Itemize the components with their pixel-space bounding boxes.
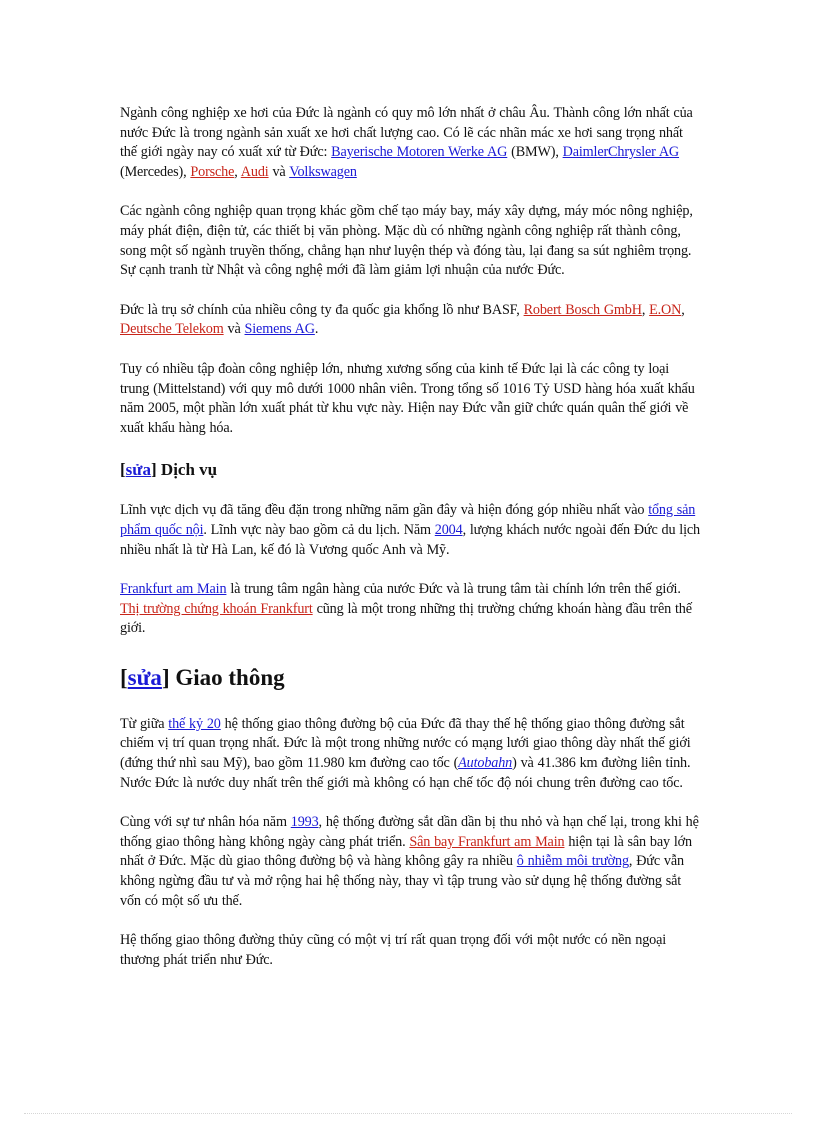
link-gdp[interactable]: tổng sản phẩm quốc nội <box>120 502 696 538</box>
text: và <box>268 163 290 180</box>
text: hệ thống giao thông đường bộ của Đức đã thay thế hệ thống giao thông đường sắt chiếm vị trí quan trọng nhất. Đức là một trong những nước có mạng lưới giao thông dày nhất thế giới (đứng thứ nhì sau Mỹ), bao gồm 11.980 km đường cao tốc ( <box>120 715 691 772</box>
text: , <box>234 163 241 180</box>
text: , Đức vẫn không ngừng đầu tư và mở rộng hai hệ thống này, thay vì tập trung vào sử dụng hệ thống đường sắt vốn có một số ưu thế. <box>120 853 684 909</box>
link-audi[interactable]: Audi <box>240 163 269 180</box>
text: Đức là trụ sở chính của nhiều công ty đa quốc gia khổng lồ như BASF, <box>120 301 524 318</box>
link-frankfurt-am-main[interactable]: Frankfurt am Main <box>120 581 227 598</box>
text: , <box>681 301 685 318</box>
link-pollution[interactable]: ô nhiễm môi trường <box>516 853 629 870</box>
text: là trung tâm ngân hàng của nước Đức và là trung tâm tài chính lớn trên thế giới. <box>226 581 681 598</box>
link-bmw[interactable]: Bayerische Motoren Werke AG <box>331 144 508 161</box>
paragraph-road-transport <box>120 715 700 793</box>
text: (Mercedes), <box>120 163 191 180</box>
text: , hệ thống đường sắt dần dần bị thu nhỏ và hạn chế lại, trong khi hệ thống giao thông hàng không ngày càng phát triển. <box>120 814 699 850</box>
link-frankfurt-stock-exchange[interactable]: Thị trường chứng khoán Frankfurt <box>120 600 313 617</box>
heading-services: [sửa] Dịch vụ <box>120 460 218 480</box>
text: , lượng khách nước ngoài đến Đức du lịch nhiều nhất là từ Hà Lan, kế đó là Vương quốc Anh và Mỹ. <box>120 521 700 558</box>
link-robert-bosch[interactable]: Robert Bosch GmbH <box>523 301 642 318</box>
link-20th-century[interactable]: thế kỷ 20 <box>168 715 221 732</box>
link-eon[interactable]: E.ON <box>649 301 682 318</box>
paragraph-rail-air <box>120 813 700 911</box>
link-2004[interactable]: 2004 <box>434 521 463 538</box>
text: ) và 41.386 km đường liên tỉnh. Nước Đức là nước duy nhất trên thế giới mà không có hạn chế tốc độ nói chung trên đường cao tốc. <box>120 755 691 791</box>
text: và <box>223 321 245 338</box>
text: hiện tại là sân bay lớn nhất ở Đức. Mặc dù giao thông đường bộ và hàng không gây ra nhiều <box>120 833 692 870</box>
link-porsche[interactable]: Porsche <box>190 163 235 180</box>
text: Ngành công nghiệp xe hơi của Đức là ngành có quy mô lớn nhất ở châu Âu. Thành công lớn nhất của nước Đức là trong ngành sản xuất xe hơi chất lượng cao. Có lẽ các nhãn mác xe hơi sang trọng nhất thế giới ngày nay có xuất xứ từ Đức: <box>120 105 693 161</box>
heading-transport: [sửa] Giao thông <box>120 664 285 690</box>
link-deutsche-telekom[interactable]: Deutsche Telekom <box>120 321 224 338</box>
edit-link-transport[interactable]: sửa <box>127 664 162 690</box>
text: (BMW), <box>507 144 563 161</box>
link-daimlerchrysler[interactable]: DaimlerChrysler AG <box>562 144 680 161</box>
text: Cùng với sự tư nhân hóa năm <box>120 814 291 831</box>
link-frankfurt-airport[interactable]: Sân bay Frankfurt am Main <box>409 833 565 850</box>
paragraph-mittelstand: Tuy có nhiều tập đoàn công nghiệp lớn, nhưng xương sống của kinh tế Đức lại là các công ty loại trung (Mittelstand) với quy mô dưới 1000 nhân viên. Trong tổng số 1016 Tỷ USD hàng hóa xuất khẩu năm 2005, một phần lớn xuất phát từ khu vực này. Hiện nay Đức vẫn giữ chức quán quân thế giới về xuất khẩu hàng hóa. <box>120 360 695 436</box>
page-bottom-divider <box>24 1113 792 1114</box>
paragraph-services <box>120 501 700 560</box>
text: . Lĩnh vực này bao gồm cả du lịch. Năm <box>203 521 435 538</box>
link-siemens[interactable]: Siemens AG <box>244 321 315 338</box>
edit-link-services[interactable]: sửa <box>125 460 151 480</box>
heading-services-text: Dịch vụ <box>160 460 218 480</box>
text: cũng là một trong những thị trường chứng khoán hàng đầu trên thế giới. <box>120 600 692 637</box>
link-volkswagen[interactable]: Volkswagen <box>289 163 357 180</box>
text: , <box>641 301 650 318</box>
link-autobahn[interactable]: Autobahn <box>458 755 513 772</box>
text: . <box>314 321 319 338</box>
paragraph-multinationals <box>120 301 700 340</box>
document-body <box>120 104 700 970</box>
paragraph-car-industry <box>120 104 700 182</box>
heading-transport-text: Giao thông <box>175 664 285 690</box>
paragraph-other-industries: Các ngành công nghiệp quan trọng khác gồm chế tạo máy bay, máy xây dựng, máy móc nông nghiệp, máy phát điện, điện tử, các thiết bị văn phòng. Mặc dù có những ngành công nghiệp rất thành công, song một số ngành truyền thống, chẳng hạn như luyện thép và đóng tàu, lại đang sa sút nghiêm trọng. Sự cạnh tranh từ Nhật và công nghệ mới đã làm giảm lợi nhuận của nước Đức. <box>120 203 693 279</box>
paragraph-waterways: Hệ thống giao thông đường thủy cũng có một vị trí rất quan trọng đối với một nước có nền ngoại thương phát triển như Đức. <box>120 932 667 968</box>
link-1993[interactable]: 1993 <box>290 814 319 831</box>
paragraph-frankfurt <box>120 580 700 639</box>
text: Từ giữa <box>120 715 169 732</box>
text: Lĩnh vực dịch vụ đã tăng đều đặn trong những năm gần đây và hiện đóng góp nhiều nhất vào <box>120 502 649 519</box>
